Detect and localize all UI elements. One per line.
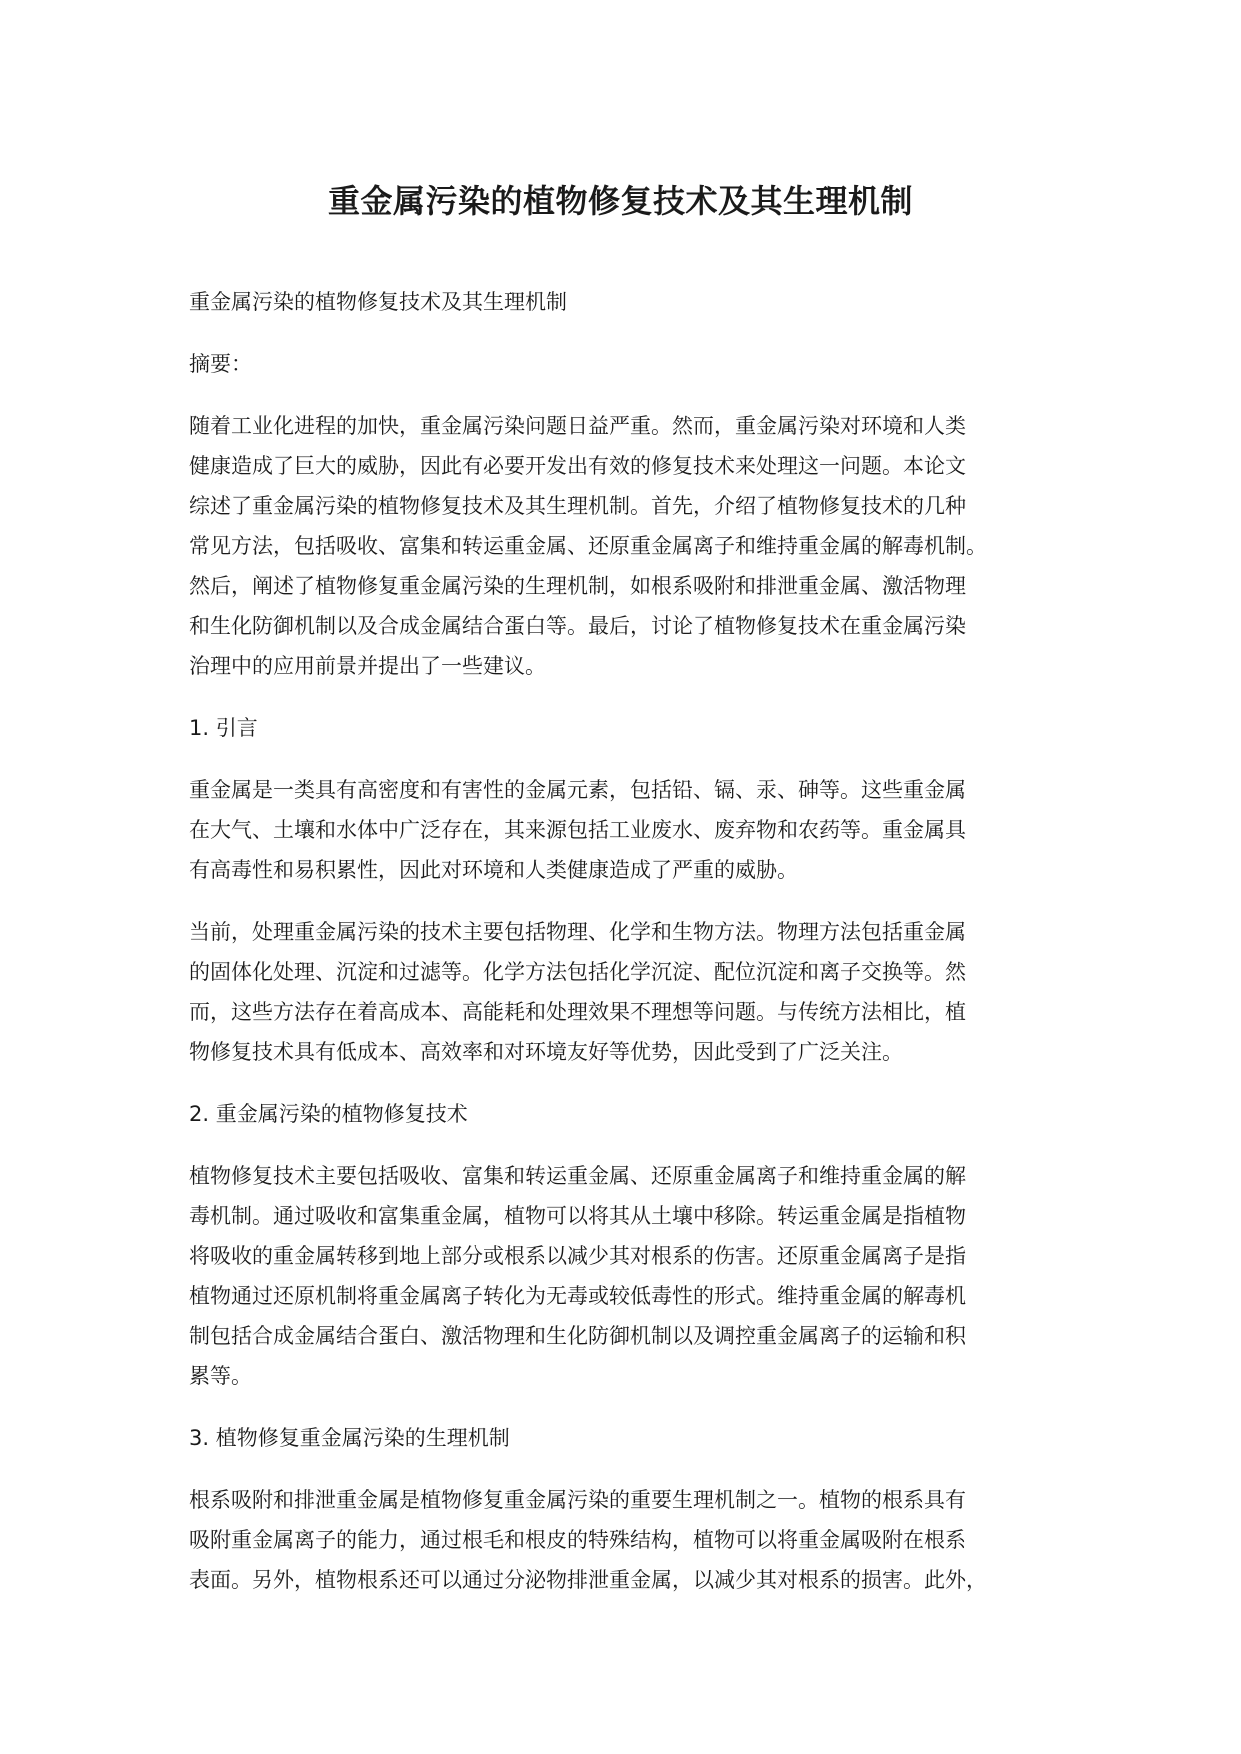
paragraph-line: 在大气、土壤和水体中广泛存在，其来源包括工业废水、废弃物和农药等。重金属具 xyxy=(189,818,966,842)
paragraph-line: 物修复技术具有低成本、高效率和对环境友好等优势，因此受到了广泛关注。 xyxy=(189,1040,903,1064)
paragraph-line: 吸附重金属离子的能力，通过根毛和根皮的特殊结构，植物可以将重金属吸附在根系 xyxy=(189,1528,966,1552)
paragraph-line: 根系吸附和排泄重金属是植物修复重金属污染的重要生理机制之一。植物的根系具有 xyxy=(189,1488,966,1512)
paragraph-line: 植物通过还原机制将重金属离子转化为无毒或较低毒性的形式。维持重金属的解毒机 xyxy=(189,1284,966,1308)
abstract-label: 摘要： xyxy=(189,352,252,376)
document-body xyxy=(189,282,1069,1622)
paragraph-line: 毒机制。通过吸收和富集重金属，植物可以将其从土壤中移除。转运重金属是指植物 xyxy=(189,1204,966,1228)
paragraph-line: 重金属是一类具有高密度和有害性的金属元素，包括铅、镉、汞、砷等。这些重金属 xyxy=(189,778,966,802)
paragraph-line: 表面。另外，植物根系还可以通过分泌物排泄重金属，以减少其对根系的损害。此外， xyxy=(189,1568,987,1592)
abstract-line: 治理中的应用前景并提出了一些建议。 xyxy=(189,654,546,678)
abstract-line: 随着工业化进程的加快，重金属污染问题日益严重。然而，重金属污染对环境和人类 xyxy=(189,414,966,438)
document-subtitle: 重金属污染的植物修复技术及其生理机制 xyxy=(189,290,567,314)
paragraph-line: 而，这些方法存在着高成本、高能耗和处理效果不理想等问题。与传统方法相比，植 xyxy=(189,1000,966,1024)
abstract-line: 健康造成了巨大的威胁，因此有必要开发出有效的修复技术来处理这一问题。本论文 xyxy=(189,454,966,478)
introduction-paragraph-2 xyxy=(189,912,1069,1072)
paragraph-line: 当前，处理重金属污染的技术主要包括物理、化学和生物方法。物理方法包括重金属 xyxy=(189,920,966,944)
paragraph-line: 将吸收的重金属转移到地上部分或根系以减少其对根系的伤害。还原重金属离子是指 xyxy=(189,1244,966,1268)
section-heading-physiological-mechanism: 3. 植物修复重金属污染的生理机制 xyxy=(189,1426,510,1450)
paragraph-line: 有高毒性和易积累性，因此对环境和人类健康造成了严重的威胁。 xyxy=(189,858,798,882)
section-heading-phytoremediation: 2. 重金属污染的植物修复技术 xyxy=(189,1102,468,1126)
paragraph-line: 累等。 xyxy=(189,1364,252,1388)
phytoremediation-paragraph xyxy=(189,1156,1069,1396)
paragraph-line: 植物修复技术主要包括吸收、富集和转运重金属、还原重金属离子和维持重金属的解 xyxy=(189,1164,966,1188)
document-title: 重金属污染的植物修复技术及其生理机制 xyxy=(327,182,913,220)
abstract-line: 常见方法，包括吸收、富集和转运重金属、还原重金属离子和维持重金属的解毒机制。 xyxy=(189,534,987,558)
abstract-line: 综述了重金属污染的植物修复技术及其生理机制。首先，介绍了植物修复技术的几种 xyxy=(189,494,966,518)
abstract-line: 和生化防御机制以及合成金属结合蛋白等。最后，讨论了植物修复技术在重金属污染 xyxy=(189,614,966,638)
abstract-line: 然后，阐述了植物修复重金属污染的生理机制，如根系吸附和排泄重金属、激活物理 xyxy=(189,574,966,598)
physiological-mechanism-paragraph xyxy=(189,1480,1069,1600)
abstract-paragraph xyxy=(189,406,1069,686)
paragraph-line: 制包括合成金属结合蛋白、激活物理和生化防御机制以及调控重金属离子的运输和积 xyxy=(189,1324,966,1348)
paragraph-line: 的固体化处理、沉淀和过滤等。化学方法包括化学沉淀、配位沉淀和离子交换等。然 xyxy=(189,960,966,984)
section-heading-introduction: 1. 引言 xyxy=(189,716,258,740)
introduction-paragraph-1 xyxy=(189,770,1069,890)
